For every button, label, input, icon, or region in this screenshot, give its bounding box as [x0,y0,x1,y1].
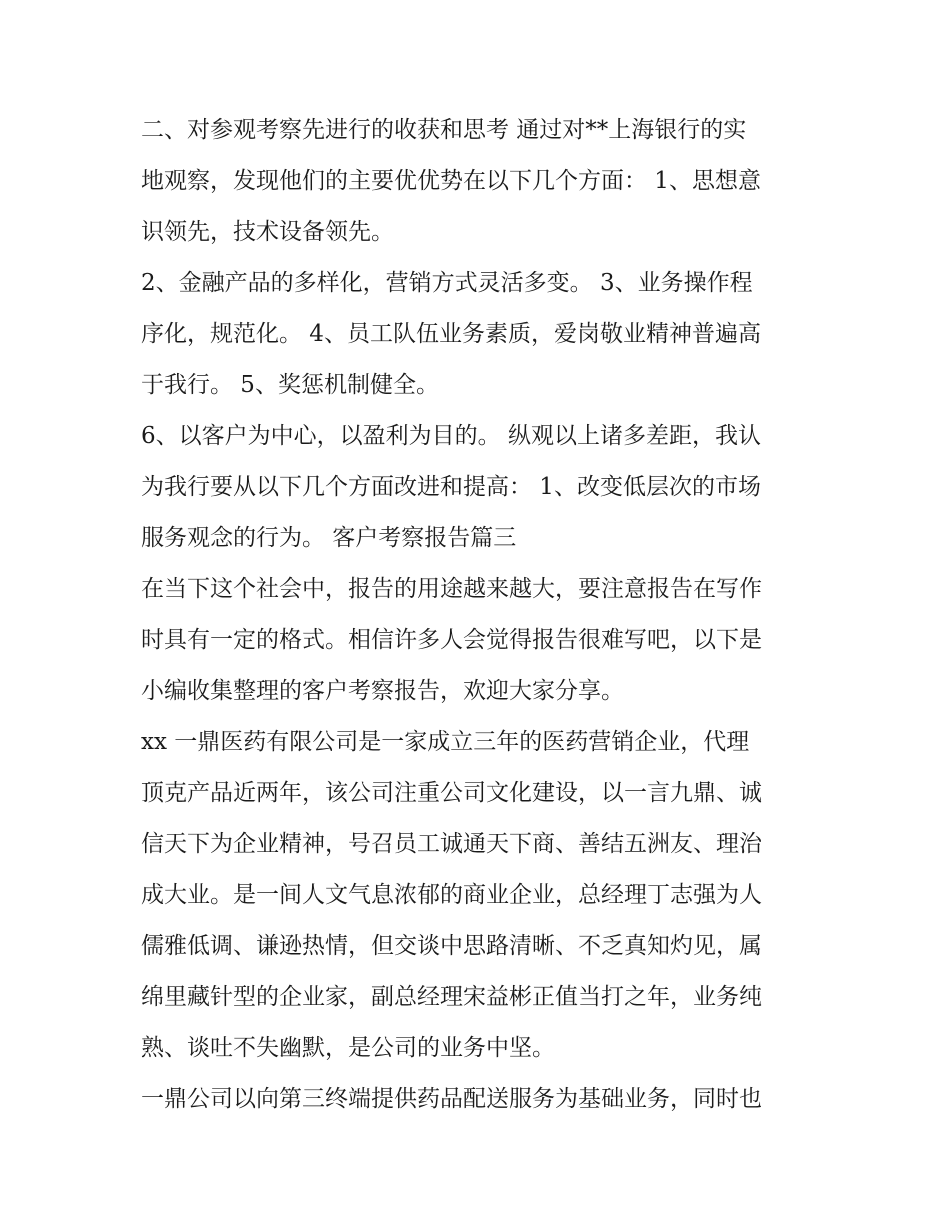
text-line: 服务观念的行为。 客户考察报告篇三 [141,525,517,551]
text-line: 于我行。 5、奖惩机制健全。 [141,372,439,398]
text-line: 小编收集整理的客户考察报告，欢迎大家分享。 [141,678,624,704]
text-line: 二、对参观考察先进行的收获和思考 通过对**上海银行的实 [141,117,747,143]
text-line: 儒雅低调、谦逊热情，但交谈中思路清晰、不乏真知灼见，属 [141,933,762,959]
text-line: xx 一鼎医药有限公司是一家成立三年的医药营销企业，代理 [141,729,750,755]
text-line: 2、金融产品的多样化，营销方式灵活多变。 3、业务操作程 [141,270,753,296]
text-line: 信天下为企业精神，号召员工诚通天下商、善结五洲友、理治 [141,831,762,857]
text-line: 在当下这个社会中，报告的用途越来越大，要注意报告在写作 [141,576,762,602]
text-line: 时具有一定的格式。相信许多人会觉得报告很难写吧，以下是 [141,627,762,653]
text-line: 顶克产品近两年，该公司注重公司文化建设，以一言九鼎、诚 [141,780,762,806]
text-line: 熟、谈吐不失幽默，是公司的业务中坚。 [141,1035,555,1061]
text-line: 地观察，发现他们的主要优优势在以下几个方面： 1、思想意 [141,168,761,194]
text-line: 为我行要从以下几个方面改进和提高： 1、改变低层次的市场 [141,474,761,500]
text-line: 成大业。是一间人文气息浓郁的商业企业，总经理丁志强为人 [141,882,762,908]
text-line: 绵里藏针型的企业家，副总经理宋益彬正值当打之年，业务纯 [141,984,762,1010]
text-line: 一鼎公司以向第三终端提供药品配送服务为基础业务，同时也 [141,1086,762,1112]
text-line: 序化，规范化。 4、员工队伍业务素质，爱岗敬业精神普遍高 [141,321,761,347]
text-line: 识领先，技术设备领先。 [141,219,394,245]
document-body [141,105,831,1125]
text-line: 6、以客户为中心，以盈利为目的。 纵观以上诸多差距，我认 [141,423,761,449]
